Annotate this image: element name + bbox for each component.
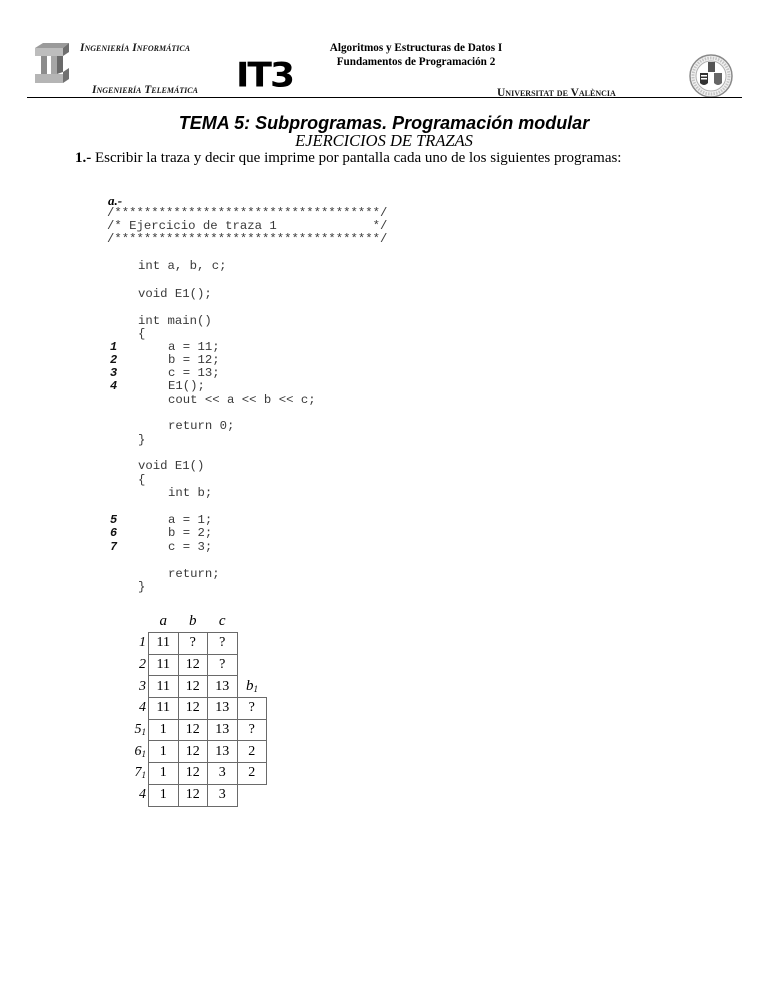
course-name-1: Algoritmos y Estructuras de Datos I bbox=[329, 42, 503, 54]
trace-row bbox=[110, 633, 267, 655]
line-number: 6 bbox=[110, 526, 118, 540]
column-header-empty bbox=[237, 610, 267, 633]
code-line: c = 13; bbox=[168, 366, 220, 380]
course-name-2: Fundamentos de Programación 2 bbox=[336, 56, 496, 68]
cell-a: 11 bbox=[149, 676, 179, 698]
line-number: 4 bbox=[110, 379, 118, 393]
cell-b1: 2 bbox=[237, 741, 267, 763]
row-label: $6_1$ bbox=[134, 743, 146, 759]
faculty-3d-logo-icon bbox=[31, 42, 71, 86]
code-line: int b; bbox=[168, 486, 213, 500]
cell-a: 1 bbox=[149, 719, 179, 741]
university-seal-icon bbox=[688, 53, 734, 99]
cell-b: 12 bbox=[178, 676, 208, 698]
cell-a: 1 bbox=[149, 784, 179, 806]
line-number: 7 bbox=[110, 540, 118, 554]
column-header-b1: $b_1$ bbox=[246, 677, 258, 694]
cell-b: 12 bbox=[178, 719, 208, 741]
code-line: return; bbox=[168, 567, 220, 581]
cell-a: 11 bbox=[149, 654, 179, 676]
cell-b: 12 bbox=[178, 784, 208, 806]
exercise-text: Escribir la traza y decir que imprime por pantalla cada uno de los siguientes programas: bbox=[91, 150, 622, 166]
code-line: { bbox=[138, 327, 146, 341]
column-header-b: b bbox=[189, 612, 197, 629]
cell-b1: ? bbox=[237, 719, 267, 741]
code-line: } bbox=[138, 580, 146, 594]
corner-cell bbox=[110, 610, 149, 633]
code-line: } bbox=[138, 433, 146, 447]
column-header-c: c bbox=[218, 612, 226, 629]
cell-a: 11 bbox=[149, 698, 179, 720]
code-line: b = 12; bbox=[168, 353, 220, 367]
code-line: /************************************/ bbox=[107, 232, 388, 246]
trace-row bbox=[110, 654, 267, 676]
cell-c: ? bbox=[208, 654, 238, 676]
line-number: 2 bbox=[110, 353, 118, 367]
page-title: TEMA 5: Subprogramas. Programación modular bbox=[178, 113, 590, 133]
cell-b: ? bbox=[178, 633, 208, 655]
exercise-number: 1.- bbox=[75, 150, 92, 166]
code-line: int main() bbox=[138, 314, 212, 328]
row-label: $7_1$ bbox=[134, 765, 146, 781]
trace-row bbox=[110, 741, 267, 763]
cell-b: 12 bbox=[178, 741, 208, 763]
cell-c: 3 bbox=[208, 763, 238, 785]
line-number: 1 bbox=[110, 340, 118, 354]
header-divider bbox=[27, 97, 742, 98]
cell-empty bbox=[237, 633, 267, 655]
code-line: a = 11; bbox=[168, 340, 220, 354]
code-line: c = 3; bbox=[168, 540, 213, 554]
cell-b: 12 bbox=[178, 654, 208, 676]
cell-empty bbox=[237, 784, 267, 806]
dept-informatica: Ingeniería Informática bbox=[80, 42, 191, 54]
cell-c: 13 bbox=[208, 719, 238, 741]
exercise-statement bbox=[75, 150, 621, 167]
column-header-a: a bbox=[159, 612, 167, 629]
cell-a: 11 bbox=[149, 633, 179, 655]
cell-b: 12 bbox=[178, 763, 208, 785]
code-line: void E1(); bbox=[138, 287, 212, 301]
trace-header-row bbox=[110, 610, 267, 633]
code-line: b = 2; bbox=[168, 526, 213, 540]
trace-row bbox=[110, 698, 267, 720]
code-line: E1(); bbox=[168, 379, 205, 393]
cell-c: 3 bbox=[208, 784, 238, 806]
page-subtitle: EJERCICIOS DE TRAZAS bbox=[295, 131, 473, 150]
cell-a: 1 bbox=[149, 763, 179, 785]
cell-c: 13 bbox=[208, 741, 238, 763]
cell-c: ? bbox=[208, 633, 238, 655]
row-label: $5_1$ bbox=[134, 722, 146, 738]
line-number: 3 bbox=[110, 366, 118, 380]
cell-empty bbox=[237, 654, 267, 676]
code-line: /* Ejercicio de traza 1 */ bbox=[107, 219, 388, 233]
line-number: 5 bbox=[110, 513, 118, 527]
code-line: /************************************/ bbox=[107, 206, 388, 220]
cell-a: 1 bbox=[149, 741, 179, 763]
row-label: 4 bbox=[139, 787, 146, 803]
row-label: 2 bbox=[139, 657, 146, 673]
row-label: 1 bbox=[139, 635, 146, 651]
university-name: Universitat de València bbox=[497, 87, 616, 99]
part-label: a.- bbox=[108, 193, 123, 208]
code-line: { bbox=[138, 473, 146, 487]
cell-b: 12 bbox=[178, 698, 208, 720]
code-line: a = 1; bbox=[168, 513, 213, 527]
code-line: return 0; bbox=[168, 419, 235, 433]
trace-row bbox=[110, 763, 267, 785]
itt3-logo: IT3 bbox=[236, 56, 293, 96]
dept-telematica: Ingeniería Telemática bbox=[92, 84, 198, 96]
row-label: 3 bbox=[139, 678, 146, 694]
row-label: 4 bbox=[139, 700, 146, 716]
cell-b1: ? bbox=[237, 698, 267, 720]
trace-row bbox=[110, 676, 267, 698]
code-line: cout << a << b << c; bbox=[168, 393, 316, 407]
code-line: void E1() bbox=[138, 459, 205, 473]
code-line: int a, b, c; bbox=[138, 259, 227, 273]
trace-row bbox=[110, 719, 267, 741]
trace-table bbox=[110, 610, 267, 807]
cell-b1: 2 bbox=[237, 763, 267, 785]
cell-c: 13 bbox=[208, 698, 238, 720]
cell-c: 13 bbox=[208, 676, 238, 698]
trace-row bbox=[110, 784, 267, 806]
